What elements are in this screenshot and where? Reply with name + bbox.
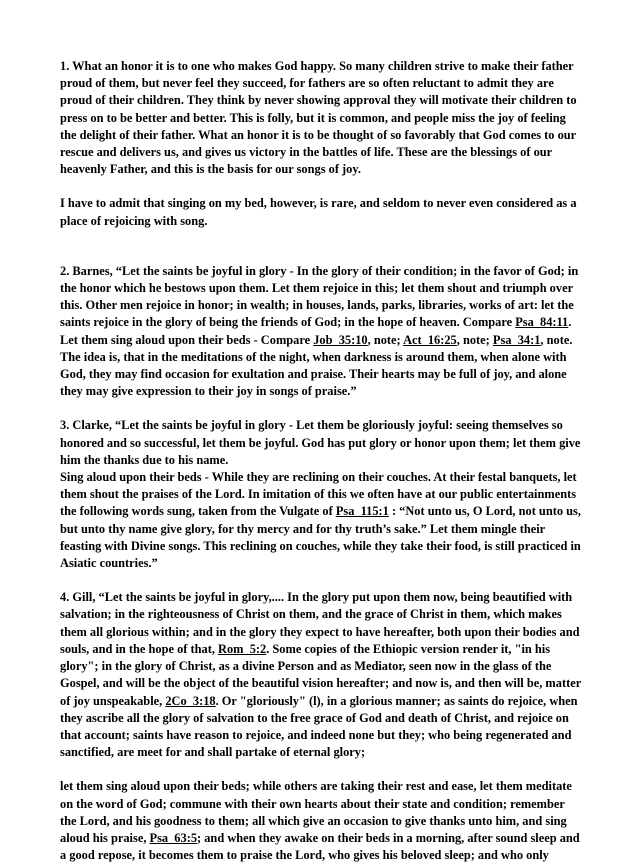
barnes-rest-text: , note. The idea is, that in the meditations of the night, when darkness is around them, when alone with God, they may find occasion for exultation and praise. Their hearts may be full of joy, and alone they may give expression to their joy in songs of praise.” (60, 332, 573, 399)
barnes-intro-text: 2. Barnes, “Let the saints be joyful in glory - In the glory of their condition; in the favor of God; in the honor which he bestows upon them. Let them rejoice in this; let them shout and triumph over this. Other men rejoice in honor; in wealth; in houses, lands, parks, libraries, works of art: let the saints rejoice in the glory of being the friends of God; in the hope of heaven. Compare (60, 263, 579, 330)
paragraph-gap (60, 761, 584, 778)
clarke-intro-text: 3. Clarke, “Let the saints be joyful in glory - Let them be gloriously joyful: seeing themselves so honored and so successful, let them be joyful. God has put glory or honor upon them; let them give him the thanks due to his name. (60, 418, 581, 467)
reference-link-job-35-10[interactable]: Job_35:10 (313, 332, 368, 347)
barnes-note-separator: , note; (456, 332, 493, 347)
reference-link-psa-34-1[interactable]: Psa_34:1 (492, 332, 541, 347)
reference-link-psa-63-5[interactable]: Psa_63:5 (149, 830, 198, 845)
paragraph-gill (60, 589, 584, 761)
paragraph-gap (60, 572, 584, 589)
reference-link-psa-84-11[interactable]: Psa_84:11 (515, 315, 569, 330)
clarke-part-two: Sing aloud upon their beds - While they are reclining on their couches. At their festal banquets, let them shout the praises of the Lord. In imitation of this we often have at our public entertainments the following words sung, taken from the Vulgate of (60, 470, 577, 519)
paragraph-barnes (60, 263, 584, 401)
gill2-rest-text: ; and when they awake on their beds in a morning, after sound sleep and a good repose, it becomes them to praise the Lord, who gives his beloved sleep; and who only (60, 830, 580, 863)
paragraph-honor: 1. What an honor it is to one who makes God happy. So many children strive to make their father proud of them, but never feel they succeed, for fathers are so often reluctant to admit they are proud of their children. They think by never showing approval they will motivate their children to press on to be better and better. This is folly, but it is common, and people miss the joy of feeling the delight of their father. What an honor it is to be thought of so favorably that God comes to our rescue and delivers us, and gives us victory in the battles of life. These are the blessings of our heavenly Father, and this is the basis for our songs of joy. (60, 59, 577, 177)
reference-link-act-16-25[interactable]: Act_16:25 (403, 332, 457, 347)
document-page (60, 58, 584, 864)
reference-link-2co-3-18[interactable]: 2Co_3:18 (165, 693, 216, 708)
gill-middle-text: . Some copies of the Ethiopic version render it, "in his glory"; in the glory of Christ, as a divine Person and as Mediator, seen now in the glass of the Gospel, and will be the object of the beautiful vision hereafter; and now is, and then will be, matter of joy unspeakable, (60, 641, 581, 708)
reference-link-rom-5-2[interactable]: Rom_5:2 (218, 641, 267, 656)
paragraph-singing-on-bed: I have to admit that singing on my bed, however, is rare, and seldom to never even considered as a place of rejoicing with song. (60, 196, 577, 228)
paragraph-gill-continued (60, 778, 584, 864)
gill-intro-text: 4. Gill, “Let the saints be joyful in glory,.... In the glory put upon them now, being beautified with salvation; in the righteousness of Christ on them, and the grace of Christ in them, which makes them all glorious within; and in the glory they expect to have hereafter, both upon their bodies and souls, and in the hope of that, (60, 590, 580, 656)
gill2-intro-text: let them sing aloud upon their beds; while others are taking their rest and ease, let them meditate on the word of God; commune with their own hearts about their state and condition; remember the Lord, and his goodness to them; all which give an occasion to give thanks unto him, and sing aloud his praise, (60, 779, 572, 845)
barnes-line-two: Let them sing aloud upon their beds - Compare (60, 332, 314, 347)
barnes-punctuation: . (568, 315, 572, 330)
paragraph-gap (60, 230, 584, 263)
clarke-rest-text: : “Not unto us, O Lord, not unto us, but unto thy name give glory, for thy mercy and for thy truth’s sake.” Let them mingle their feasting with Divine songs. This reclining on couches, while they take their food, is still practiced in Asiatic countries.” (60, 504, 581, 571)
barnes-note-separator: , note; (367, 332, 404, 347)
paragraph-gap (60, 400, 584, 417)
reference-link-psa-115-1[interactable]: Psa_115:1 (335, 504, 389, 519)
gill-rest-text: . Or "gloriously" (l), in a glorious manner; as saints do rejoice, when they ascribe all the glory of salvation to the free grace of God and death of Christ, and rejoice on that account; saints have reason to rejoice, and indeed none but they; who being regenerated and sanctified, are meet for and shall partake of eternal glory; (60, 693, 578, 760)
paragraph-clarke (60, 417, 584, 572)
paragraph-gap (60, 178, 584, 195)
